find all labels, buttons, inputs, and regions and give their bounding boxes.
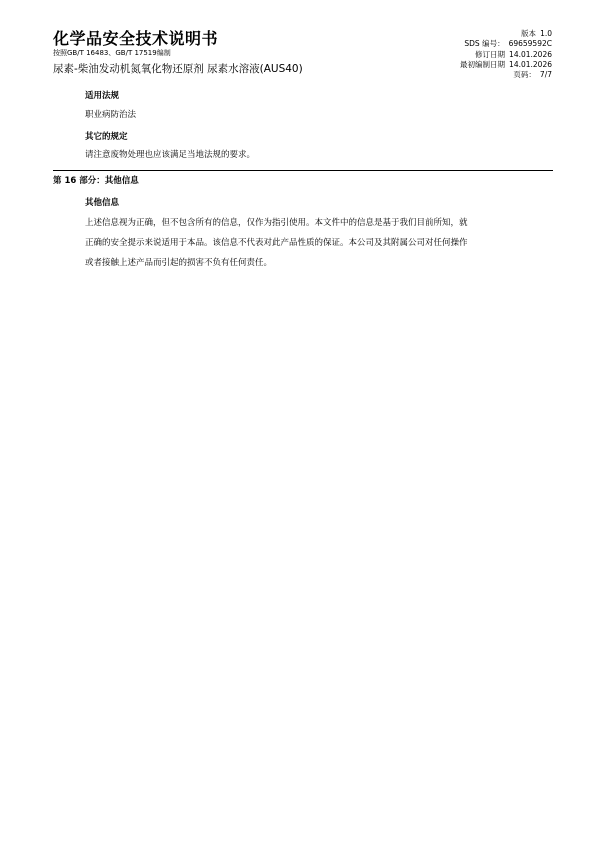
meta-label: 修订日期 — [475, 49, 506, 59]
meta-sds-number — [460, 39, 552, 49]
other-regulations-text: 请注意废物处理也应该满足当地法规的要求。 — [85, 150, 256, 160]
applicable-regulations-heading: 适用法规 — [85, 91, 120, 101]
meta-label: 版本 — [521, 29, 537, 38]
applicable-regulation-item: 职业病防治法 — [85, 110, 137, 120]
meta-first-date — [460, 60, 552, 70]
other-info-text — [85, 213, 555, 273]
other-info-line: 正确的安全提示来说适用于本品。该信息不代表对此产品性质的保证。本公司及其附属公司对任何操作 — [85, 238, 468, 248]
other-regulations-heading: 其它的规定 — [85, 132, 128, 142]
meta-value: 69659592C — [508, 39, 552, 49]
meta-value: 7/7 — [539, 70, 552, 80]
other-info-line: 或者接触上述产品而引起的损害不负有任何责任。 — [85, 258, 273, 268]
meta-revision-date — [460, 50, 552, 60]
section-16-title: 第 16 部分：其他信息 — [53, 176, 139, 186]
other-info-line: 上述信息视为正确，但不包含所有的信息，仅作为指引使用。本文件中的信息是基于我们目前所知，就 — [85, 218, 468, 228]
meta-page-number — [460, 70, 552, 80]
other-info-heading: 其他信息 — [85, 198, 120, 208]
meta-label: SDS 编号： — [464, 39, 505, 49]
meta-value: 14.01.2026 — [509, 49, 552, 59]
meta-label: 最初编制日期 — [460, 59, 506, 69]
meta-label: 页码： — [513, 70, 536, 80]
document-meta — [460, 29, 552, 80]
meta-value: 1.0 — [540, 29, 552, 38]
meta-value: 14.01.2026 — [509, 59, 552, 69]
product-name: 尿素-柴油发动机氮氧化物还原剂 尿素水溶液(AUS40) — [53, 63, 303, 75]
meta-version — [460, 29, 552, 39]
document-standard: 按照GB/T 16483、GB/T 17519编制 — [53, 49, 171, 57]
section-divider — [53, 170, 553, 171]
document-title: 化学品安全技术说明书 — [53, 29, 219, 48]
